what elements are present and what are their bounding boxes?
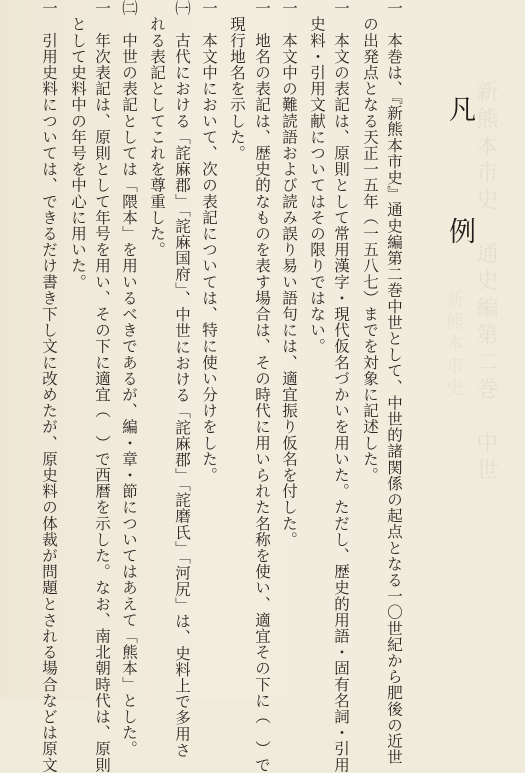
section-title: 凡 例	[444, 95, 475, 278]
text-line: 一 年次表記は、原則として年号を用い、その下に適宜（ ）で西暦を示した。なお、南北朝時代は、原則	[93, 0, 111, 773]
text-line: として史料中の年号を中心に用いた。	[69, 0, 87, 290]
text-line: の出発点となる天正一五年（一五八七）までを対象に記述した。	[361, 0, 379, 483]
text-line: れる表記としてこれを尊重した。	[148, 0, 166, 258]
show-through-text-2: 新熊本市史	[443, 290, 464, 400]
text-line: 一 本巻は、『新熊本市史』通史編第二巻中世として、中世的諸関係の起点となる一〇世紀から肥後の近世	[385, 0, 403, 766]
text-line: 一 本文中において、次の表記については、特に使い分けをした。	[200, 0, 218, 483]
text-line: 一 本文の表記は、原則として常用漢字・現代仮名づかいを用いた。ただし、歴史的用語・固有名詞・引用	[332, 0, 350, 773]
text-line: 一 地名の表記は、歴史的なものを表す場合は、その時代に用いられた名称を使い、適宜その下に（ ）で	[253, 0, 271, 773]
text-line: ㈡ 中世の表記としては「隈本」を用いるべきであるが、編・章・節についてはあえて「熊本」とした。	[120, 0, 138, 757]
text-line: ㈠ 古代における「詫麻郡」「詫麻国府」、中世における「詫麻郡」「詫磨氏」「河尻」は、史料上で多用さ	[173, 0, 191, 758]
text-line: 史料・引用文献についてはその限りではない。	[308, 0, 326, 355]
text-line: 一 引用史料については、できるだけ書き下し文に改めたが、原史料の体裁が問題とされる場合などは原文	[40, 0, 58, 773]
text-line: 一 本文中の難読語および読み誤り易い語句には、適宜振り仮名を付した。	[280, 0, 298, 548]
text-line: 現行地名を示した。	[228, 0, 246, 161]
show-through-text: 新熊本市史 通史編第二巻 中世	[473, 80, 498, 485]
